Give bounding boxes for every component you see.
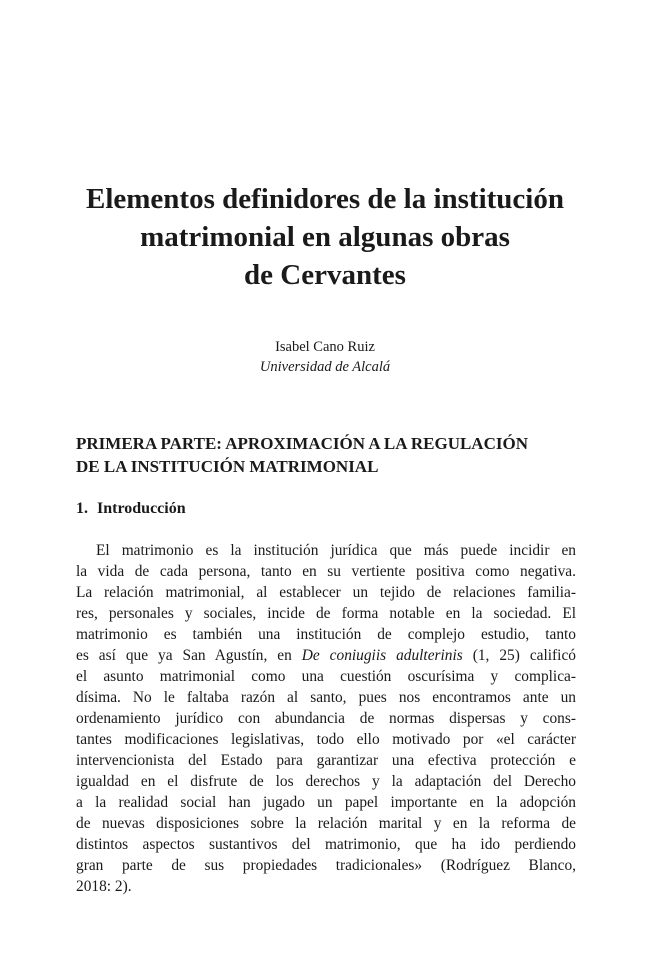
paragraph-line: a la realidad social han jugado un papel importante en la adopción <box>76 794 576 811</box>
cited-work-title: De coniugiis adulterinis <box>301 647 463 664</box>
section-heading <box>76 498 186 520</box>
part-heading-line: DE LA INSTITUCIÓN MATRIMONIAL <box>76 457 379 476</box>
paragraph-line: El matrimonio es la institución jurídica que más puede incidir en <box>96 542 576 559</box>
chapter-title-line: de Cervantes <box>244 259 406 291</box>
paragraph-line: matrimonio es también una institución de complejo estudio, tanto <box>76 626 576 643</box>
paragraph-line: tantes modificaciones legislativas, todo ello motivado por «el carácter <box>76 731 576 748</box>
paragraph-line: igualdad en el disfrute de los derechos y la adaptación del Derecho <box>76 773 576 790</box>
paragraph-line: de nuevas disposiciones sobre la relación marital y en la reforma de <box>76 815 576 832</box>
paragraph-line: La relación matrimonial, al establecer un tejido de relaciones familia- <box>76 584 576 601</box>
section-number: 1. <box>76 500 88 517</box>
part-heading <box>76 432 586 478</box>
chapter-title <box>60 180 590 294</box>
author-affiliation: Universidad de Alcalá <box>259 359 391 375</box>
paragraph-line <box>76 645 576 666</box>
paragraph-line: distintos aspectos sustantivos del matrimonio, que ha ido perdiendo <box>76 836 576 853</box>
chapter-title-line: matrimonial en algunas obras <box>140 221 510 253</box>
part-heading-line: PRIMERA PARTE: APROXIMACIÓN A LA REGULACIÓN <box>76 434 528 453</box>
author-block <box>60 337 590 377</box>
paragraph-line: res, personales y sociales, incide de forma notable en la sociedad. El <box>76 605 576 622</box>
author-name: Isabel Cano Ruiz <box>275 339 375 355</box>
paragraph-line-segment: (1, 25) calificó <box>472 647 576 664</box>
paragraph-line: gran parte de sus propiedades tradicionales» (Rodríguez Blanco, <box>76 857 576 874</box>
paragraph-line-segment: es así que ya San Agustín, en <box>76 647 292 664</box>
paragraph-line: 2018: 2). <box>76 878 132 895</box>
paragraph-line: ordenamiento jurídico con abundancia de normas dispersas y cons- <box>76 710 576 727</box>
paragraph-line: el asunto matrimonial como una cuestión oscurísima y complica- <box>76 668 576 685</box>
paragraph-line: la vida de cada persona, tanto en su vertiente positiva como negativa. <box>76 563 576 580</box>
paragraph-line: intervencionista del Estado para garantizar una efectiva protección e <box>76 752 576 769</box>
section-title: Introducción <box>97 500 186 517</box>
chapter-title-line: Elementos definidores de la institución <box>86 183 564 215</box>
body-paragraph <box>76 540 576 897</box>
paragraph-line: dísima. No le faltaba razón al santo, pues nos encontramos ante un <box>76 689 576 706</box>
